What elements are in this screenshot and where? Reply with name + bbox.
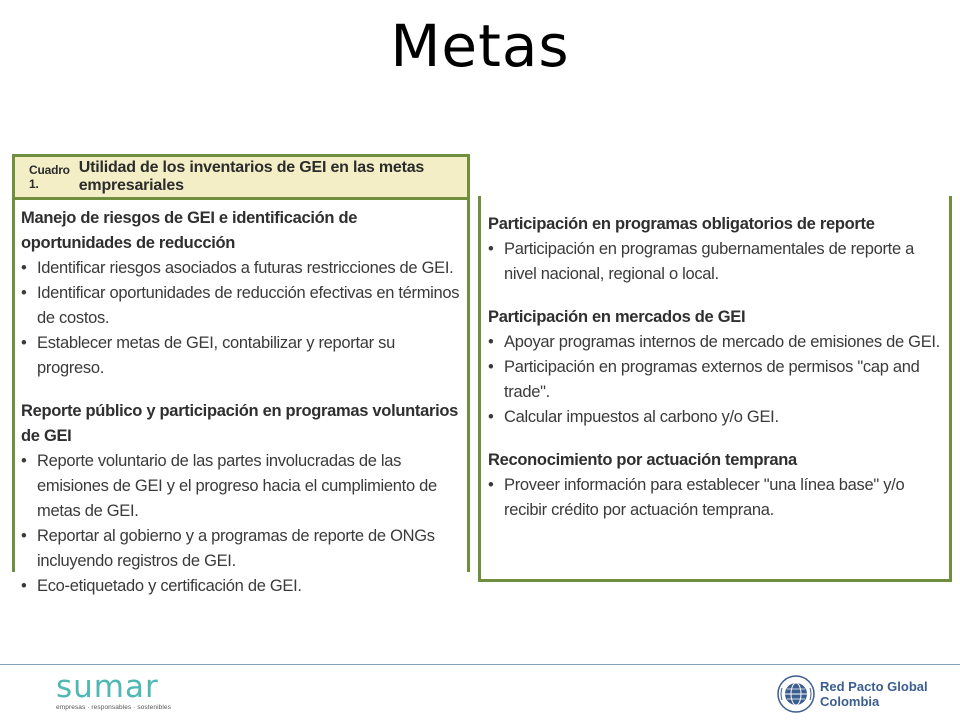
list-item: • Identificar riesgos asociados a futuras restricciones de GEI.	[21, 256, 465, 281]
section-title: Participación en programas obligatorios de reporte	[488, 215, 875, 233]
section-title: Reporte público y participación en programas voluntarios de GEI	[21, 402, 459, 445]
section-title: Participación en mercados de GEI	[488, 308, 746, 326]
footer-divider	[0, 664, 960, 665]
section-ghg-markets	[488, 305, 946, 430]
goals-table-right	[476, 154, 954, 586]
list-item: • Reportar al gobierno y a programas de reporte de ONGs incluyendo registros de GEI.	[21, 524, 465, 574]
global-compact-logo	[776, 674, 946, 714]
sumar-wordmark: sumar	[56, 669, 159, 705]
table-title: Utilidad de los inventarios de GEI en las metas empresariales	[78, 159, 425, 194]
list-item: • Reporte voluntario de las partes involucradas de las emisiones de GEI y el progreso hacia el cumplimiento de metas de GEI.	[21, 449, 465, 524]
list-item: • Establecer metas de GEI, contabilizar y reportar su progreso.	[21, 331, 465, 381]
global-compact-text	[820, 679, 928, 709]
table-body-left	[21, 206, 465, 617]
goals-table-left	[12, 154, 470, 595]
list-item: • Proveer información para establecer "una línea base" y/o recibir crédito por actuación temprana.	[488, 473, 946, 523]
pacto-line2: Colombia	[820, 694, 880, 709]
list-item: • Eco-etiquetado y certificación de GEI.	[21, 574, 465, 599]
table-number: Cuadro 1.	[29, 163, 70, 191]
list-item: • Participación en programas gubernamentales de reporte a nivel nacional, regional o local.	[488, 237, 946, 287]
slide-title: Metas	[390, 12, 570, 80]
table-body-right	[488, 212, 946, 541]
sumar-tagline: empresas · responsables · sostenibles	[56, 704, 171, 711]
list-item: • Participación en programas externos de permisos "cap and trade".	[488, 355, 946, 405]
section-title: Reconocimiento por actuación temprana	[488, 451, 797, 469]
section-risk-management	[21, 206, 465, 381]
pacto-line1: Red Pacto Global	[820, 679, 928, 694]
list-item: • Apoyar programas internos de mercado de emisiones de GEI.	[488, 330, 946, 355]
list-item: • Identificar oportunidades de reducción efectivas en términos de costos.	[21, 281, 465, 331]
section-public-reporting	[21, 399, 465, 599]
sumar-logo	[56, 670, 186, 714]
section-early-action	[488, 448, 946, 523]
table-header	[12, 154, 470, 200]
section-mandatory-reporting	[488, 212, 946, 287]
list-item: • Calcular impuestos al carbono y/o GEI.	[488, 405, 946, 430]
globe-icon	[776, 674, 816, 714]
section-title: Manejo de riesgos de GEI e identificación de oportunidades de reducción	[21, 209, 358, 252]
